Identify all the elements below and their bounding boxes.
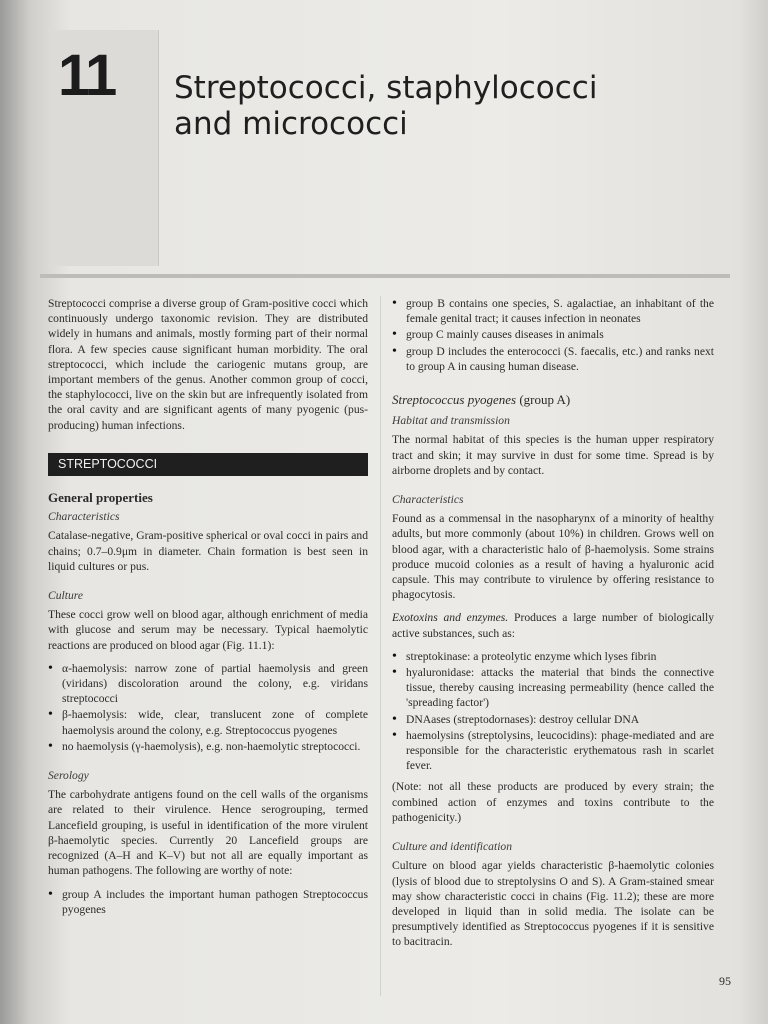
pyogenes-characteristics-heading: Characteristics: [392, 493, 464, 507]
list-item: • group B contains one species, S. agalactiae, an inhabitant of the female genital tract; it causes infection in neonates: [392, 296, 714, 326]
characteristics-paragraph: Catalase-negative, Gram-positive spherical or oval cocci in pairs and chains; 0.7–0.9μm in diameter. Chain formation is best seen in liquid cultures or pus.: [48, 529, 368, 573]
serology-heading: Serology: [48, 769, 89, 783]
habitat-heading: Habitat and transmission: [392, 414, 510, 428]
note-paragraph: (Note: not all these products are produced by every strain; the combined action of enzymes and toxins contribute to the pathogenicity.): [392, 780, 714, 824]
culture-heading: Culture: [48, 589, 83, 603]
exotoxins-text: Produces a large number of biologically active substances, such as:: [392, 611, 714, 640]
left-column: [48, 296, 368, 923]
list-item: • group C mainly causes diseases in animals: [392, 327, 714, 342]
haemolysis-list: [48, 661, 368, 754]
culture-identification-paragraph: Culture on blood agar yields characteristic β-haemolytic colonies (lysis of blood due to streptolysins O and S). A Gram-stained smear may show characteristic cocci in chains (Fig. 11.2); these are more developed in liquid than in solid media. The isolate can be presumptively identified as Streptococcus pyogenes if it is sensitive to bacitracin.: [392, 859, 714, 949]
chapter-title: [174, 70, 734, 142]
title-rule: [40, 274, 730, 278]
chapter-title-line-1: Streptococci, staphylococci: [174, 70, 598, 106]
chapter-number: 11: [58, 43, 116, 108]
group-label: (group A): [516, 392, 571, 408]
list-item: • haemolysins (streptolysins, leucocidins): phage-mediated and are responsible for the characteristic erythematous rash in scarlet fever.: [392, 728, 714, 774]
streptococcus-pyogenes-heading: [392, 392, 714, 407]
list-item: • group D includes the enterococci (S. faecalis, etc.) and ranks next to group A in causing human disease.: [392, 344, 714, 374]
serology-paragraph: The carbohydrate antigens found on the cell walls of the organisms are related to their virulence. Hence serogrouping, termed Lancefield grouping, is useful in identification of the more virulent β-haemolytic species. Currently 20 Lancefield groups are recognized (A–H and K–V) but not all are equally important as human pathogens. The following are worthy of note:: [48, 788, 368, 878]
section-title-bar: STREPTOCOCCI: [48, 453, 368, 476]
species-name: Streptococcus pyogenes: [392, 392, 517, 408]
page-number: 95: [719, 974, 731, 988]
lancefield-list-continued: [392, 296, 714, 374]
characteristics-heading: Characteristics: [48, 510, 120, 524]
culture-identification-heading: Culture and identification: [392, 840, 513, 854]
list-item: • DNAases (streptodornases): destroy cellular DNA: [392, 712, 714, 727]
habitat-paragraph: The normal habitat of this species is the human upper respiratory tract and skin; it may survive in dust for some time. Spread is by airborne droplets and by contact.: [392, 433, 714, 477]
exotoxins-lead: Exotoxins and enzymes.: [392, 611, 509, 625]
column-divider: [380, 296, 381, 996]
intro-paragraph: Streptococci comprise a diverse group of Gram-positive cocci which continuously undergo taxonomic revision. They are distributed widely in humans and animals, mostly forming part of their normal flora. A few species cause significant human morbidity. The oral streptococci, which include the cariogenic mutans group, are important members of the genus. Another common group of cocci, the staphylococci, live on the skin but are infrequently isolated from the oral cavity and are significant agents of many pyogenic (pus-producing) human infections.: [48, 297, 368, 432]
list-item: • α-haemolysis: narrow zone of partial haemolysis and green (viridans) discoloration around the colony, e.g. viridans streptococci: [48, 661, 368, 707]
chapter-title-line-2: and micrococci: [174, 106, 408, 142]
list-item: • no haemolysis (γ-haemolysis), e.g. non-haemolytic streptococci.: [48, 739, 368, 754]
list-item: • streptokinase: a proteolytic enzyme which lyses fibrin: [392, 649, 714, 664]
culture-paragraph: These cocci grow well on blood agar, although enrichment of media with glucose and serum may be necessary. Typical haemolytic reactions are produced on blood agar (Fig. 11.1):: [48, 608, 368, 652]
pyogenes-characteristics-paragraph: Found as a commensal in the nasopharynx of a minority of healthy adults, but more commonly (about 10%) in children. Grows well on blood agar, with a characteristic halo of β-haemolysis. Some strains produce mucoid colonies as a result of having a hyaluronic acid capsule. This may contribute to virulence by offering resistance to phagocytosis.: [392, 512, 714, 602]
lancefield-list-start: [48, 887, 368, 917]
list-item: • group A includes the important human pathogen Streptococcus pyogenes: [48, 887, 368, 917]
list-item: • β-haemolysis: wide, clear, translucent zone of complete haemolysis around the colony, e.g. Streptococcus pyogenes: [48, 707, 368, 737]
exotoxins-paragraph: [392, 610, 714, 640]
list-item: • hyaluronidase: attacks the material that binds the connective tissue, thereby causing increasing permeability (hence called the 'spreading factor'): [392, 665, 714, 711]
general-properties-heading: General properties: [48, 490, 153, 506]
exotoxin-list: [392, 649, 714, 774]
right-column: [392, 296, 714, 958]
